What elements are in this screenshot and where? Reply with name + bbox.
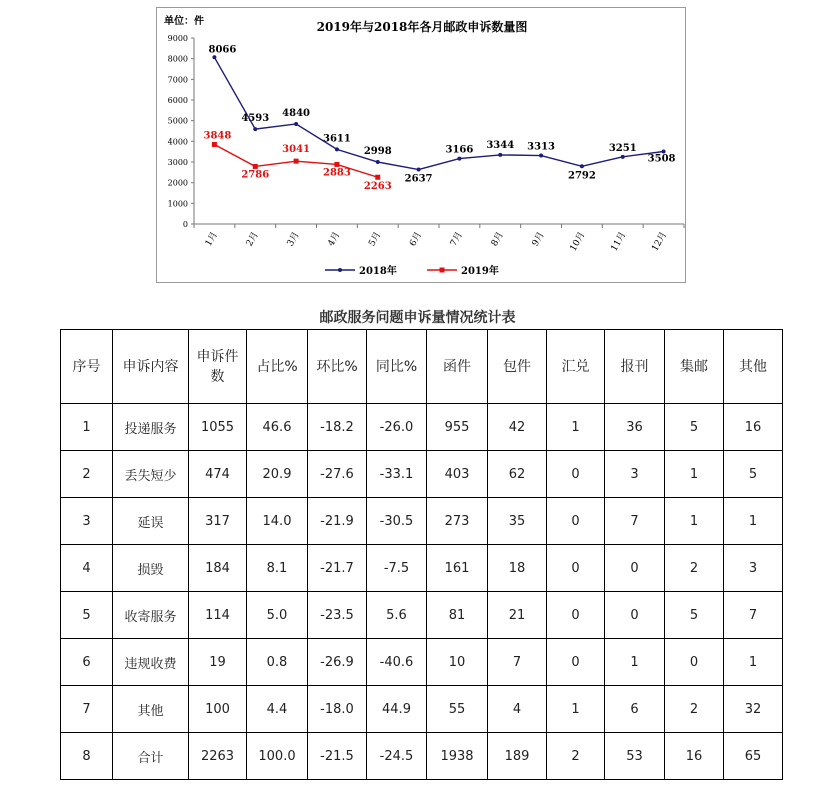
complaint-stats-table	[60, 329, 783, 780]
x-tick-label: 8月	[489, 230, 506, 249]
data-label: 2263	[363, 181, 392, 193]
table-cell: 1055	[189, 404, 247, 451]
header-cell: 其他	[724, 330, 783, 404]
table-body	[61, 404, 783, 780]
chart-title: 2019年与2018年各月邮政申诉数量图	[316, 20, 528, 34]
data-point	[335, 147, 339, 151]
data-label: 3313	[527, 141, 556, 153]
table-cell: 0.8	[247, 639, 308, 686]
table-cell: 投递服务	[113, 404, 189, 451]
table-cell: 114	[189, 592, 247, 639]
table-cell: 44.9	[367, 686, 427, 733]
table-cell: 其他	[113, 686, 189, 733]
table-cell: -40.6	[367, 639, 427, 686]
unit-label: 单位：件	[164, 16, 204, 27]
table-cell: -21.5	[308, 733, 367, 780]
data-point	[539, 154, 543, 158]
table-cell: 6	[61, 639, 113, 686]
table-row	[61, 592, 783, 639]
table-cell: 4	[61, 545, 113, 592]
table-cell: 161	[427, 545, 488, 592]
data-point	[375, 175, 380, 180]
table-cell: 2	[665, 686, 724, 733]
y-tick-label: 9000	[167, 34, 188, 43]
table-cell: 19	[189, 639, 247, 686]
table-cell: 丢失短少	[113, 451, 189, 498]
table-cell: 955	[427, 404, 488, 451]
x-tick-label: 6月	[408, 230, 425, 249]
table-header-row	[61, 330, 783, 404]
table-cell: -21.9	[308, 498, 367, 545]
table-cell: 16	[724, 404, 783, 451]
table-cell: 14.0	[247, 498, 308, 545]
header-cell: 序号	[61, 330, 113, 404]
data-point	[253, 127, 257, 131]
header-cell: 包件	[488, 330, 547, 404]
table-title: 邮政服务问题申诉量情况统计表	[319, 310, 516, 326]
table-cell: 1	[61, 404, 113, 451]
table-cell: 10	[427, 639, 488, 686]
data-label: 3848	[203, 130, 232, 142]
table-cell: 55	[427, 686, 488, 733]
table-cell: 5	[61, 592, 113, 639]
y-tick-label: 4000	[167, 137, 188, 147]
table-cell: 1	[665, 451, 724, 498]
data-label: 2786	[241, 169, 270, 181]
x-tick-label: 10月	[568, 230, 588, 254]
data-point	[621, 155, 625, 159]
table-row	[61, 498, 783, 545]
table-cell: 1	[547, 404, 605, 451]
header-cell: 申诉件数	[189, 330, 247, 404]
header-cell: 报刊	[605, 330, 665, 404]
table-row	[61, 686, 783, 733]
data-label: 2998	[363, 146, 392, 158]
legend-marker	[440, 268, 445, 273]
table-cell: 81	[427, 592, 488, 639]
table-cell: 7	[61, 686, 113, 733]
table-cell: 6	[605, 686, 665, 733]
data-point	[212, 55, 216, 59]
table-cell: 3	[605, 451, 665, 498]
table-cell: 0	[547, 639, 605, 686]
table-cell: 2	[665, 545, 724, 592]
x-tick-label: 12月	[650, 230, 670, 254]
table-cell: 189	[488, 733, 547, 780]
x-tick-label: 9月	[530, 230, 547, 249]
table-cell: 1	[665, 498, 724, 545]
table-cell: 100.0	[247, 733, 308, 780]
y-tick-label: 7000	[167, 75, 188, 85]
x-tick-label: 11月	[609, 230, 629, 254]
y-tick-label: 5000	[167, 116, 188, 126]
table-cell: 20.9	[247, 451, 308, 498]
table-cell: 延误	[113, 498, 189, 545]
data-point	[580, 164, 584, 168]
data-point	[294, 159, 299, 164]
table-cell: -27.6	[308, 451, 367, 498]
table-cell: 8.1	[247, 545, 308, 592]
table-cell: 7	[724, 592, 783, 639]
table-cell: 3	[724, 545, 783, 592]
table-cell: -21.7	[308, 545, 367, 592]
data-label: 4840	[282, 107, 311, 119]
data-point	[498, 153, 502, 157]
header-cell: 集邮	[665, 330, 724, 404]
table-cell: 8	[61, 733, 113, 780]
data-label: 8066	[208, 44, 237, 56]
data-label: 4593	[241, 113, 270, 125]
header-cell: 汇兑	[547, 330, 605, 404]
table-cell: 474	[189, 451, 247, 498]
table-cell: 5	[665, 404, 724, 451]
table-cell: 4.4	[247, 686, 308, 733]
y-tick-label: 3000	[167, 158, 188, 167]
table-cell: -26.0	[367, 404, 427, 451]
table-cell: 273	[427, 498, 488, 545]
table-cell: 53	[605, 733, 665, 780]
table-row	[61, 404, 783, 451]
table-row	[61, 451, 783, 498]
table-cell: 16	[665, 733, 724, 780]
x-tick-label: 4月	[326, 230, 343, 249]
table-cell: -33.1	[367, 451, 427, 498]
table-cell: 0	[665, 639, 724, 686]
table-cell: 1938	[427, 733, 488, 780]
data-point	[417, 168, 421, 172]
table-cell: 100	[189, 686, 247, 733]
table-cell: 21	[488, 592, 547, 639]
table-row	[61, 733, 783, 780]
header-cell: 同比%	[367, 330, 427, 404]
data-label: 3508	[647, 153, 676, 165]
header-cell: 函件	[427, 330, 488, 404]
table-cell: 65	[724, 733, 783, 780]
legend-label: 2018年	[359, 266, 397, 277]
table-cell: -23.5	[308, 592, 367, 639]
legend-label: 2019年	[461, 266, 499, 277]
complaint-line-chart	[156, 7, 686, 283]
data-point	[212, 142, 217, 147]
chart-canvas	[157, 8, 687, 284]
x-tick-label: 3月	[285, 230, 302, 249]
table-cell: 0	[605, 592, 665, 639]
table-cell: 0	[547, 592, 605, 639]
y-tick-label: 2000	[167, 178, 188, 188]
table-row	[61, 545, 783, 592]
table-cell: 收寄服务	[113, 592, 189, 639]
table-cell: -7.5	[367, 545, 427, 592]
data-label: 2637	[404, 173, 433, 185]
data-point	[294, 122, 298, 126]
table-cell: 1	[724, 639, 783, 686]
table-cell: 5.6	[367, 592, 427, 639]
table-cell: -18.0	[308, 686, 367, 733]
table-cell: 62	[488, 451, 547, 498]
table-cell: 35	[488, 498, 547, 545]
y-tick-label: 1000	[167, 199, 188, 209]
table-cell: 184	[189, 545, 247, 592]
table-cell: 4	[488, 686, 547, 733]
table-cell: 0	[547, 545, 605, 592]
data-point	[376, 160, 380, 164]
table-cell: 7	[605, 498, 665, 545]
x-tick-label: 1月	[203, 230, 221, 249]
table-cell: -24.5	[367, 733, 427, 780]
table-cell: 2263	[189, 733, 247, 780]
table-row	[61, 639, 783, 686]
table-cell: 403	[427, 451, 488, 498]
data-point	[457, 157, 461, 161]
table-cell: 5	[724, 451, 783, 498]
header-cell: 申诉内容	[113, 330, 189, 404]
table-cell: 合计	[113, 733, 189, 780]
table-cell: 18	[488, 545, 547, 592]
table-cell: 2	[61, 451, 113, 498]
table-cell: 0	[605, 545, 665, 592]
y-tick-label: 8000	[167, 54, 188, 64]
legend-marker	[338, 268, 342, 272]
table-cell: 0	[547, 498, 605, 545]
data-label: 3166	[445, 144, 474, 156]
data-label: 2883	[322, 167, 351, 179]
table-cell: 5.0	[247, 592, 308, 639]
x-tick-label: 2月	[244, 230, 261, 249]
data-point	[253, 164, 258, 169]
data-point	[334, 162, 339, 167]
table-cell: 7	[488, 639, 547, 686]
table-cell: 0	[547, 451, 605, 498]
table-cell: 违规收费	[113, 639, 189, 686]
table-cell: 损毁	[113, 545, 189, 592]
table-cell: 3	[61, 498, 113, 545]
y-tick-label: 6000	[167, 96, 188, 105]
x-tick-label: 5月	[367, 230, 384, 249]
header-cell: 占比%	[247, 330, 308, 404]
data-label: 3041	[282, 144, 311, 156]
data-label: 2792	[567, 170, 596, 182]
table-cell: -26.9	[308, 639, 367, 686]
x-tick-label: 7月	[448, 230, 466, 249]
table-cell: 46.6	[247, 404, 308, 451]
data-label: 3611	[322, 133, 351, 145]
table-cell: 32	[724, 686, 783, 733]
table-cell: -18.2	[308, 404, 367, 451]
table-cell: 1	[724, 498, 783, 545]
y-tick-label: 0	[182, 220, 188, 229]
table-cell: 1	[605, 639, 665, 686]
table-cell: 317	[189, 498, 247, 545]
table-cell: 36	[605, 404, 665, 451]
table-cell: 5	[665, 592, 724, 639]
header-cell: 环比%	[308, 330, 367, 404]
table-cell: 2	[547, 733, 605, 780]
table-cell: 42	[488, 404, 547, 451]
data-label: 3344	[486, 139, 515, 151]
table-cell: -30.5	[367, 498, 427, 545]
table-cell: 1	[547, 686, 605, 733]
data-label: 3251	[608, 142, 637, 154]
